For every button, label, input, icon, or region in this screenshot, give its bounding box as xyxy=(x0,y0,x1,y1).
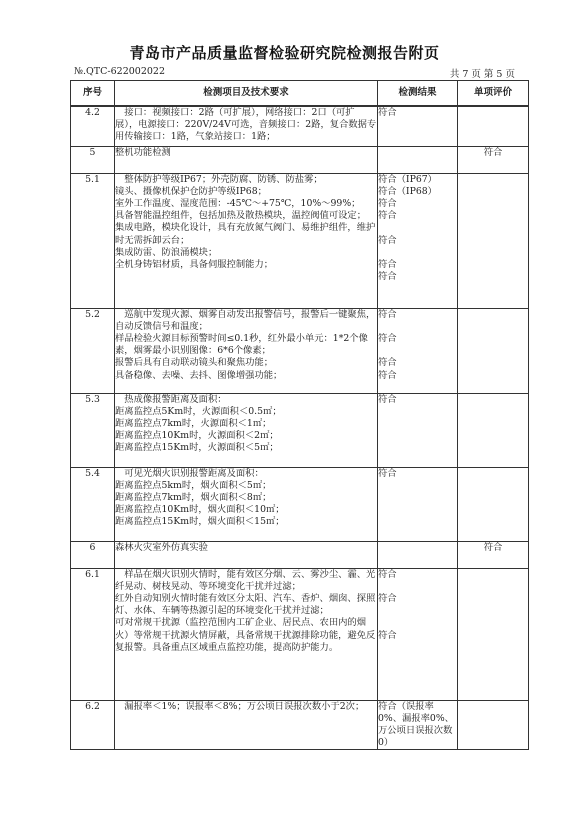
item-result xyxy=(378,541,458,568)
item-result xyxy=(378,700,458,750)
requirement-line: 接口：视频接口：2路（可扩展），网络接口：2口（可扩展），电源接口：220V/24V可选，音频接口：2路，复合数据专用传输接口：1路，气象站接口：1路； xyxy=(115,107,377,143)
item-evaluation xyxy=(458,106,529,146)
requirement-line: 可见光烟火识别报警距离及面积： xyxy=(124,467,264,479)
item-result xyxy=(378,146,458,173)
item-result xyxy=(378,308,458,393)
result-line: 符合 xyxy=(378,629,397,641)
page-indicator: 共 7 页 第 5 页 xyxy=(449,69,515,80)
requirement-line: 可对常规干扰源（监控范围内工矿企业、居民点、农田内的烟火）等常规干扰源火情屏蔽，具备常规干扰源排除功能，避免反复报警。具备重点区域重点监控功能，提高防护能力。 xyxy=(115,617,376,653)
requirement-line: 整体防护等级IP67；外壳防腐、防锈、防盐雾； xyxy=(124,173,323,185)
result-line: 符合 xyxy=(378,568,397,580)
requirement-line: 巡航中发现火源、烟雾自动发出报警信号，报警后一键聚焦，自动反馈信号和温度； xyxy=(115,308,376,332)
result-line: 符合（误报率0%、漏报率0%、万公顷日误报次数0） xyxy=(378,700,454,749)
requirement-line: 距离监控点15Km时，烟火面积＜15㎡； xyxy=(115,516,285,528)
result-line: 符合（IP68） xyxy=(378,185,437,197)
item-number: 5.3 xyxy=(71,393,115,467)
item-evaluation xyxy=(458,173,529,308)
item-requirement xyxy=(115,700,378,750)
item-evaluation xyxy=(458,568,529,700)
item-result xyxy=(378,393,458,467)
item-number: 5.2 xyxy=(71,308,115,393)
result-line: 符合 xyxy=(378,234,397,246)
item-result xyxy=(378,106,458,146)
result-line: 符合 xyxy=(378,107,397,118)
result-line: 符合 xyxy=(378,308,397,320)
requirement-line: 报警后具有自动联动镜头和聚焦功能； xyxy=(115,357,274,369)
item-result xyxy=(378,568,458,700)
section-title xyxy=(115,146,378,173)
item-evaluation: 符合 xyxy=(458,541,529,568)
item-number: 6 xyxy=(71,541,115,568)
result-line: 符合 xyxy=(378,592,397,604)
result-line: 符合 xyxy=(378,197,397,209)
result-line xyxy=(378,345,457,357)
result-line: 符合 xyxy=(378,393,397,405)
item-requirement xyxy=(115,393,378,467)
result-line xyxy=(378,605,457,617)
item-evaluation xyxy=(458,308,529,393)
result-line: 符合 xyxy=(378,357,397,369)
item-evaluation xyxy=(458,467,529,541)
item-evaluation xyxy=(458,393,529,467)
requirement-line: 热成像报警距离及面积： xyxy=(124,393,227,405)
requirement-line: 红外自动知别火情时能有效区分太阳、汽车、香炉、烟囱、探照灯、水体、车辆等热源引起的环境变化干扰并过滤； xyxy=(115,592,376,617)
table-row xyxy=(71,467,529,541)
result-line xyxy=(378,581,457,593)
report-title: 青岛市产品质量监督检验研究院检测报告附页 xyxy=(129,44,440,62)
column-header-item: 检测项目及技术要求 xyxy=(115,81,378,107)
inspection-table xyxy=(70,80,529,750)
result-line xyxy=(378,222,457,234)
table-section-row xyxy=(71,146,529,173)
result-line xyxy=(378,617,457,629)
item-evaluation xyxy=(458,700,529,750)
table-row xyxy=(71,106,529,146)
table-row xyxy=(71,568,529,700)
column-header-evaluation: 单项评价 xyxy=(458,81,529,107)
requirement-line: 漏报率＜1%；误报率＜8%；万公顷日误报次数小于2次； xyxy=(124,700,365,712)
column-header-result: 检测结果 xyxy=(378,81,458,107)
item-result xyxy=(378,467,458,541)
result-line: 符合 xyxy=(378,258,397,270)
requirement-line: 距离监控点7km时，烟火面积＜8㎡； xyxy=(115,491,272,503)
requirement-line: 镜头、摄像机保护仓防护等级IP68； xyxy=(115,185,267,197)
requirement-line: 样品检验火源目标预警时间≤0.1秒，红外最小单元：1*2个像素，烟雾最小识别图像：6*6个像素； xyxy=(115,332,368,357)
item-number: 6.1 xyxy=(71,568,115,700)
table-body xyxy=(71,106,529,750)
requirement-line: 距离监控点5Km时，火源面积＜0.5㎡； xyxy=(115,405,282,417)
requirement-line: 集成防雷、防浪涌模块； xyxy=(115,246,218,258)
item-requirement xyxy=(115,467,378,541)
item-requirement xyxy=(115,173,378,308)
report-number: №.QTC-622002022 xyxy=(74,66,166,77)
requirement-line: 集成电路，模块化设计，具有充放氮气阀门、易维护组件，维护时无需拆卸云台； xyxy=(115,222,376,246)
item-requirement xyxy=(115,308,378,393)
item-result xyxy=(378,173,458,308)
table-row xyxy=(71,173,529,308)
requirement-line: 森林火灾室外仿真实验 xyxy=(115,541,208,553)
section-title xyxy=(115,541,378,568)
requirement-line: 整机功能检测 xyxy=(115,146,171,158)
requirement-line: 距离监控点5km时，烟火面积＜5㎡； xyxy=(115,479,272,491)
requirement-line: 具备稳像、去噪、去抖、图像增强功能； xyxy=(115,369,283,381)
result-line: 符合 xyxy=(378,332,397,344)
result-line: 符合 xyxy=(378,271,397,283)
table-row xyxy=(71,393,529,467)
item-requirement xyxy=(115,106,378,146)
result-line: 符合 xyxy=(378,467,397,479)
table-row xyxy=(71,700,529,750)
requirement-line: 室外工作温度、湿度范围：-45℃～+75℃，10%～99%； xyxy=(115,197,361,209)
item-number: 5 xyxy=(71,146,115,173)
requirement-line: 全机身铸铝材质，具备伺服控制能力； xyxy=(115,258,274,270)
requirement-line: 具备智能温控组件，包括加热及散热模块，温控阀值可设定； xyxy=(115,210,367,222)
requirement-line: 距离监控点15Km时，火源面积＜5㎡； xyxy=(115,442,279,454)
item-number: 4.2 xyxy=(71,106,115,146)
result-line xyxy=(378,321,457,333)
requirement-line: 距离监控点7km时，火源面积＜1㎡； xyxy=(115,417,272,429)
item-number: 5.4 xyxy=(71,467,115,541)
column-header-no: 序号 xyxy=(71,81,115,107)
item-number: 5.1 xyxy=(71,173,115,308)
result-line: 符合 xyxy=(378,369,397,381)
requirement-line: 距离监控点10Km时，火源面积＜2㎡； xyxy=(115,430,279,442)
result-line: 符合（IP67） xyxy=(378,173,437,185)
requirement-line: 距离监控点10Km时，烟火面积＜10㎡； xyxy=(115,504,285,516)
table-row xyxy=(71,308,529,393)
table-header-row xyxy=(71,81,529,107)
item-evaluation: 符合 xyxy=(458,146,529,173)
item-requirement xyxy=(115,568,378,700)
table-section-row xyxy=(71,541,529,568)
item-number: 6.2 xyxy=(71,700,115,750)
result-line xyxy=(378,247,457,259)
result-line: 符合 xyxy=(378,210,397,222)
requirement-line: 样品在烟火识别火情时，能有效区分烟、云、雾沙尘、霾、光纤晃动、树枝晃动、等环境变化干扰并过滤； xyxy=(115,568,376,592)
